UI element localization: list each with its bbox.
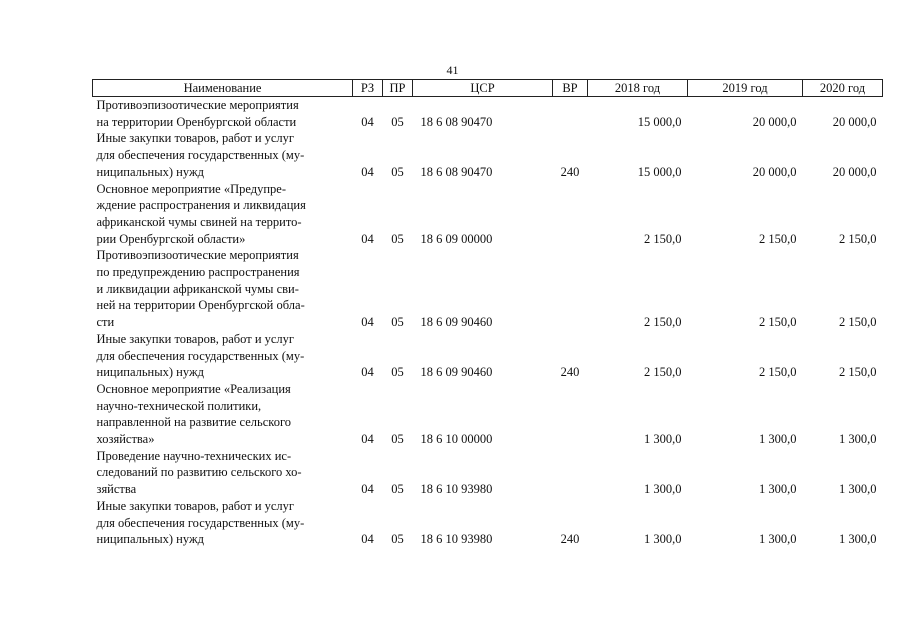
row-value-2018: 15 000,0 [637, 114, 682, 129]
row-vr [553, 448, 588, 498]
row-name-line: для обеспечения государственных (му- [96, 348, 305, 363]
row-name [93, 448, 353, 498]
row-csr: 18 6 09 90460 [420, 365, 493, 380]
row-name-line: на территории Оренбургской области [96, 114, 297, 129]
row-name-line: и ликвидации африканской чумы сви- [96, 281, 299, 296]
row-rz: 04 [361, 532, 374, 547]
row-value-2018: 2 150,0 [644, 231, 682, 246]
row-name-line: Иные закупки товаров, работ и услуг [96, 131, 295, 146]
row-rz: 04 [361, 114, 374, 129]
row-pr: 05 [391, 532, 404, 547]
row-name [93, 247, 353, 331]
col-header-2020: 2020 год [803, 80, 883, 97]
row-name [93, 381, 353, 448]
row-vr: 240 [560, 532, 580, 547]
row-pr: 05 [391, 482, 404, 497]
table-row [93, 181, 883, 248]
col-header-2018: 2018 год [588, 80, 688, 97]
row-rz: 04 [361, 482, 374, 497]
row-name-line: Противоэпизоотические мероприятия [96, 98, 299, 112]
row-value-2019: 1 300,0 [759, 432, 797, 447]
row-name-line: сти [96, 315, 115, 330]
row-value-2020: 20 000,0 [832, 164, 877, 179]
table-row [93, 130, 883, 180]
col-header-csr: ЦСР [413, 80, 553, 97]
row-rz: 04 [361, 432, 374, 447]
col-header-vr: ВР [553, 80, 588, 97]
row-value-2020: 1 300,0 [839, 482, 877, 497]
row-value-2020: 2 150,0 [839, 365, 877, 380]
table-row [93, 331, 883, 381]
row-vr [553, 381, 588, 448]
table-header-row [93, 80, 883, 97]
table-row [93, 448, 883, 498]
table-row [93, 97, 883, 131]
row-name-line: для обеспечения государственных (му- [96, 148, 305, 163]
row-name-line: зяйства [96, 482, 137, 497]
col-header-2019: 2019 год [688, 80, 803, 97]
col-header-name: Наименование [93, 80, 353, 97]
row-rz: 04 [361, 231, 374, 246]
row-csr: 18 6 10 00000 [420, 432, 493, 447]
table-row [93, 247, 883, 331]
page-number: 41 [446, 63, 459, 77]
row-rz: 04 [361, 365, 374, 380]
row-value-2020: 2 150,0 [839, 231, 877, 246]
row-pr: 05 [391, 315, 404, 330]
row-value-2018: 15 000,0 [637, 164, 682, 179]
row-value-2019: 2 150,0 [759, 231, 797, 246]
row-name-line: африканской чумы свиней на террито- [96, 214, 302, 229]
row-name-line: Иные закупки товаров, работ и услуг [96, 498, 295, 513]
row-vr [553, 247, 588, 331]
row-name-line: для обеспечения государственных (му- [96, 515, 305, 530]
table-row [93, 498, 883, 548]
row-pr: 05 [391, 231, 404, 246]
row-csr: 18 6 09 00000 [420, 231, 493, 246]
row-csr: 18 6 08 90470 [420, 164, 493, 179]
row-name [93, 498, 353, 548]
row-value-2018: 2 150,0 [644, 315, 682, 330]
row-name [93, 331, 353, 381]
row-value-2018: 1 300,0 [644, 482, 682, 497]
row-value-2019: 20 000,0 [752, 114, 797, 129]
row-pr: 05 [391, 365, 404, 380]
row-value-2020: 1 300,0 [839, 432, 877, 447]
row-name-line: Проведение научно-технических ис- [96, 448, 292, 463]
row-vr [553, 181, 588, 248]
row-csr: 18 6 10 93980 [420, 482, 493, 497]
row-vr: 240 [560, 164, 580, 179]
row-csr: 18 6 09 90460 [420, 315, 493, 330]
col-header-pr: ПР [383, 80, 413, 97]
row-value-2020: 20 000,0 [832, 114, 877, 129]
row-value-2019: 2 150,0 [759, 315, 797, 330]
table-body [93, 97, 883, 548]
row-value-2018: 1 300,0 [644, 432, 682, 447]
row-name-line: Противоэпизоотические мероприятия [96, 248, 299, 263]
row-csr: 18 6 08 90470 [420, 114, 493, 129]
budget-table [92, 79, 883, 548]
row-name-line: ждение распространения и ликвидация [96, 198, 306, 213]
col-header-rz: РЗ [353, 80, 383, 97]
row-csr: 18 6 10 93980 [420, 532, 493, 547]
row-value-2019: 1 300,0 [759, 532, 797, 547]
row-value-2020: 2 150,0 [839, 315, 877, 330]
row-name-line: Основное мероприятие «Реализация [96, 381, 291, 396]
row-pr: 05 [391, 114, 404, 129]
row-rz: 04 [361, 164, 374, 179]
row-pr: 05 [391, 432, 404, 447]
row-name-line: ней на территории Оренбургской обла- [96, 298, 305, 313]
row-name [93, 130, 353, 180]
row-value-2020: 1 300,0 [839, 532, 877, 547]
row-vr: 240 [560, 365, 580, 380]
row-name-line: ниципальных) нужд [96, 532, 204, 547]
row-name-line: научно-технической политики, [96, 398, 262, 413]
row-value-2018: 2 150,0 [644, 365, 682, 380]
row-name-line: хозяйства» [96, 432, 155, 447]
row-value-2019: 2 150,0 [759, 365, 797, 380]
table-row [93, 381, 883, 448]
row-name-line: направленной на развитие сельского [96, 415, 292, 430]
row-vr [553, 97, 588, 131]
row-name-line: ниципальных) нужд [96, 365, 204, 380]
row-rz: 04 [361, 315, 374, 330]
row-name [93, 97, 353, 131]
row-name-line: рии Оренбургской области» [96, 231, 246, 246]
row-name-line: Основное мероприятие «Предупре- [96, 181, 287, 196]
row-name-line: по предупреждению распространения [96, 265, 300, 280]
row-value-2018: 1 300,0 [644, 532, 682, 547]
row-value-2019: 20 000,0 [752, 164, 797, 179]
row-name-line: ниципальных) нужд [96, 164, 204, 179]
row-pr: 05 [391, 164, 404, 179]
row-name [93, 181, 353, 248]
row-name-line: следований по развитию сельского хо- [96, 465, 302, 480]
row-value-2019: 1 300,0 [759, 482, 797, 497]
row-name-line: Иные закупки товаров, работ и услуг [96, 331, 295, 346]
